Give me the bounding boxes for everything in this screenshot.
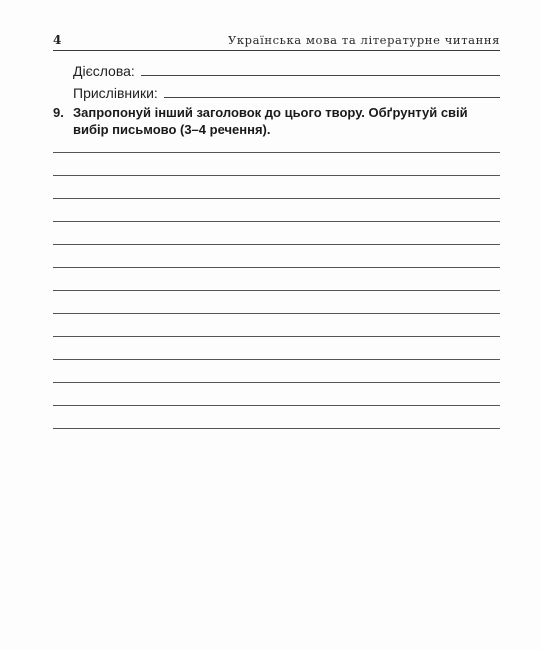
answer-line[interactable]	[53, 175, 500, 176]
running-title: Українська мова та літературне читання	[227, 33, 500, 47]
answer-line[interactable]	[53, 198, 500, 199]
task-number: 9.	[53, 105, 64, 120]
answer-line[interactable]	[53, 336, 500, 337]
answer-line[interactable]	[53, 244, 500, 245]
adverbs-fill-row	[73, 81, 500, 101]
adverbs-label: Прислівники:	[73, 85, 158, 101]
adverbs-answer-line[interactable]	[164, 97, 500, 98]
verbs-fill-row	[73, 59, 500, 79]
answer-line[interactable]	[53, 267, 500, 268]
answer-line[interactable]	[53, 405, 500, 406]
header-divider	[53, 50, 500, 51]
answer-line[interactable]	[53, 382, 500, 383]
answer-line[interactable]	[53, 359, 500, 360]
answer-line[interactable]	[53, 428, 500, 429]
page-number: 4	[53, 33, 62, 47]
answer-line[interactable]	[53, 152, 500, 153]
verbs-answer-line[interactable]	[141, 75, 500, 76]
answer-line[interactable]	[53, 313, 500, 314]
answer-line[interactable]	[53, 290, 500, 291]
task-instruction: Запропонуй інший заголовок до цього твору. Обґрунтуй свій вибір письмово (3–4 речення).	[73, 105, 468, 137]
verbs-label: Дієслова:	[73, 63, 135, 79]
page-header	[53, 33, 500, 49]
answer-line[interactable]	[53, 221, 500, 222]
